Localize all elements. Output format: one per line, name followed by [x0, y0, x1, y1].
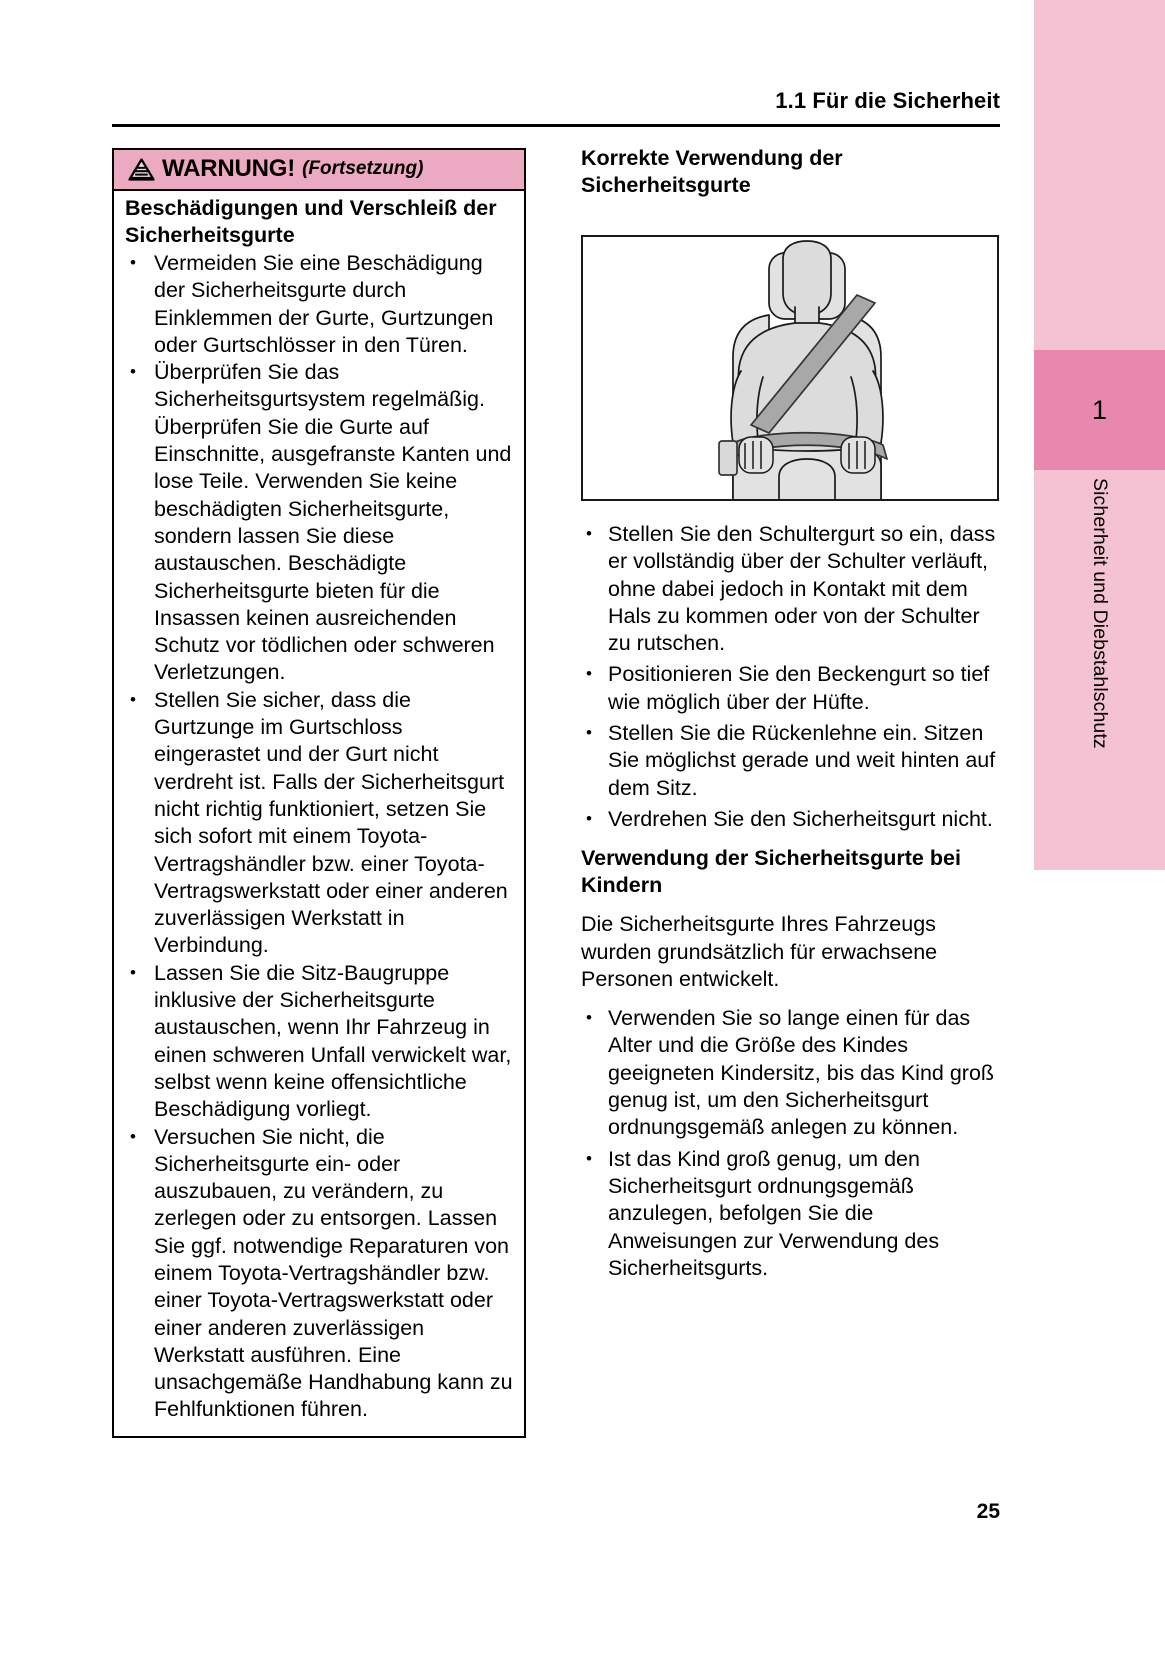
page-header	[112, 88, 1000, 114]
chapter-title-text: Sicherheit und Diebstahlschutz	[1089, 478, 1111, 749]
header-divider	[112, 124, 1000, 127]
right-column	[581, 145, 1001, 1282]
chapter-number: 1	[1091, 394, 1108, 425]
correct-usage-bullet-item: • Stellen Sie den Schultergurt so ein, dass er vollständig über der Schulter verläuft, ohne dabei jedoch in Kontakt mit dem Hals zu kommen oder von der Schulter zu rutschen.	[581, 521, 1001, 657]
warning-bullet-item: • Vermeiden Sie eine Beschädigung der Sicherheitsgurte durch Einklemmen der Gurte, Gurtzungen oder Gurtschlösser in den Türen.	[125, 250, 514, 359]
page-number: 25	[976, 1500, 1000, 1523]
correct-usage-bullet-list	[581, 521, 1001, 833]
correct-usage-bullet-item: • Verdrehen Sie den Sicherheitsgurt nicht.	[581, 806, 1001, 833]
chapter-title-vertical	[1034, 470, 1165, 870]
warning-box	[112, 148, 526, 1438]
section-heading-children: Verwendung der Sicherheitsgurte bei Kindern	[581, 846, 961, 898]
warning-bullet-list	[125, 250, 514, 1424]
warning-bullet-item: • Versuchen Sie nicht, die Sicherheitsgurte ein- oder auszubauen, zu verändern, zu zerlegen oder zu entsorgen. Lassen Sie ggf. notwendige Reparaturen von einem Toyota-Vertragshändler bzw. einer Toyota-Vertragswerkstatt oder einer anderen zuverlässigen Werkstatt ausführen. Eine unsachgemäße Handhabung kann zu Fehlfunktionen führen.	[125, 1124, 514, 1424]
children-intro-paragraph: Die Sicherheitsgurte Ihres Fahrzeugs wurden grundsätzlich für erwachsene Personen entwickelt.	[581, 912, 938, 991]
warning-subtitle: Beschädigungen und Verschleiß der Sicherheitsgurte	[125, 196, 497, 247]
warning-triangle-icon	[128, 158, 155, 181]
children-bullet-item: • Verwenden Sie so lange einen für das Alter und die Größe des Kindes geeigneten Kindersitz, bis das Kind groß genug ist, um den Sicherheitsgurt ordnungsgemäß anlegen zu können.	[581, 1005, 1001, 1141]
chapter-number-badge	[1034, 350, 1165, 470]
warning-bullet-item: • Stellen Sie sicher, dass die Gurtzunge im Gurtschloss eingerastet und der Gurt nicht verdreht ist. Falls der Sicherheitsgurt nicht richtig funktioniert, setzen Sie sich sofort mit einem Toyota-Vertragshändler bzw. einer Toyota-Vertragswerkstatt oder einer anderen zuverlässigen Werkstatt in Verbindung.	[125, 687, 514, 960]
warning-bullet-item: • Lassen Sie die Sitz-Baugruppe inklusive der Sicherheitsgurte austauschen, wenn Ihr Fahrzeug in einen schweren Unfall verwickelt war, selbst wenn keine offensichtliche Beschädigung vorliegt.	[125, 960, 514, 1124]
children-bullet-item: • Ist das Kind groß genug, um den Sicherheitsgurt ordnungsgemäß anzulegen, befolgen Sie die Anweisungen zur Verwendung des Sicherheitsgurts.	[581, 1146, 1001, 1282]
correct-usage-bullet-item: • Positionieren Sie den Beckengurt so tief wie möglich über der Hüfte.	[581, 661, 1001, 716]
warning-box-header	[114, 150, 524, 191]
warning-title: WARNUNG!	[162, 155, 296, 182]
left-column	[112, 148, 526, 1438]
warning-box-body	[114, 191, 524, 1436]
page-header-title: 1.1 Für die Sicherheit	[775, 88, 1000, 113]
children-bullet-list	[581, 1005, 1001, 1282]
warning-continuation-label: (Fortsetzung)	[302, 158, 424, 179]
correct-usage-bullet-item: • Stellen Sie die Rückenlehne ein. Sitzen Sie möglichst gerade und weit hinten auf dem Sitz.	[581, 720, 1001, 802]
warning-bullet-item: • Überprüfen Sie das Sicherheitsgurtsystem regelmäßig. Überprüfen Sie die Gurte auf Einschnitte, ausgefranste Kanten und lose Teile. Verwenden Sie keine beschädigten Sicherheitsgurte, sondern lassen Sie diese austauschen. Beschädigte Sicherheitsgurte bieten für die Insassen keinen ausreichenden Schutz vor tödlichen oder schweren Verletzungen.	[125, 359, 514, 687]
section-heading-correct-usage: Korrekte Verwendung der Sicherheitsgurte	[581, 146, 843, 197]
seatbelt-correct-usage-illustration	[581, 235, 999, 501]
